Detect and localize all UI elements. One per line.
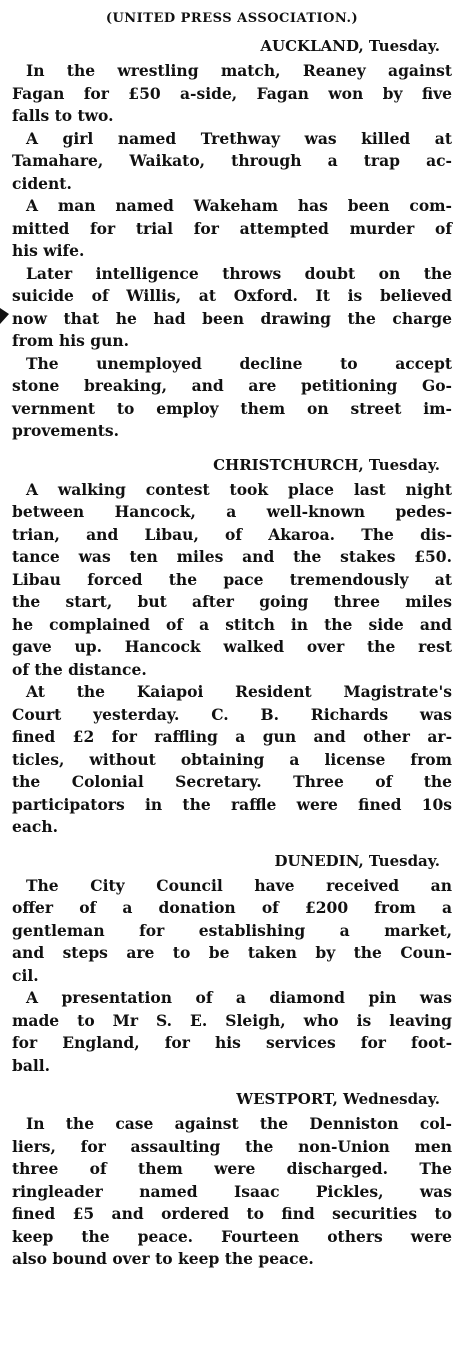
paragraph-line: keep the peace. Fourteen others were [12,1226,452,1246]
news-paragraph [12,479,452,682]
paragraph-line: gentleman for establishing a market, [12,920,452,940]
paragraph-line: three of them were discharged. The [12,1159,452,1178]
paragraph-line: gave up. Hancock walked over the rest [12,637,452,656]
paragraph-line: A presentation of a diamond pin was [26,988,452,1007]
paragraph-line: made to Mr S. E. Sleigh, who is leaving [12,1010,452,1030]
news-paragraph [12,681,452,839]
paragraph-line: between Hancock, a well-known pedes- [12,502,452,521]
paragraph-line: his wife. [12,241,85,260]
paragraph-line: provements. [12,421,120,440]
news-paragraph [12,1113,452,1271]
paragraph-line: offer of a donation of £200 from a [12,898,452,917]
paragraph-line: the start, but after going three miles [12,592,452,611]
paragraph-line: fined £5 and ordered to find securities to [12,1204,452,1223]
paragraph-line: of the distance. [12,659,147,679]
paragraph-line: also bound over to keep the peace. [12,1249,314,1268]
paragraph-line: Later intelligence throws doubt on the [26,263,452,283]
news-paragraph [12,60,452,128]
paragraph-line: each. [12,817,59,836]
paragraph-line: falls to two. [12,106,114,125]
paragraph-line: participators in the raffle were fined 10s [12,794,452,814]
paragraph-line: In the case against the Denniston col- [26,1114,452,1133]
paragraph-line: The City Council have received an [26,875,452,895]
paragraph-line: In the wrestling match, Reaney against [26,61,452,80]
paragraph-line: At the Kaiapoi Resident Magistrate's [26,682,452,701]
news-column [12,6,452,1271]
news-paragraph [12,353,452,443]
paragraph-line: suicide of Willis, at Oxford. It is believed [12,286,452,305]
paragraph-line: Court yesterday. C. B. Richards was [12,704,452,724]
paragraph-line: for England, for his services for foot- [12,1033,452,1052]
paragraph-line: Libau forced the pace tremendously at [12,569,452,589]
paragraph-line: the Colonial Secretary. Three of the [12,772,452,791]
news-paragraph [12,987,452,1077]
paragraph-line: trian, and Libau, of Akaroa. The dis- [12,524,452,544]
paragraph-line: ball. [12,1055,51,1075]
paragraph-line: ticles, without obtaining a license from [12,749,452,769]
dateline: CHRISTCHURCH, Tuesday. [213,455,440,474]
news-sections [12,32,452,1271]
paragraph-line: he complained of a stitch in the side and [12,614,452,634]
paragraph-line: cil. [12,965,39,985]
news-paragraph [12,128,452,196]
paragraph-line: from his gun. [12,331,130,350]
paragraph-line: tance was ten miles and the stakes £50. [12,547,452,566]
paragraph-line: ringleader named Isaac Pickles, was [12,1181,452,1201]
news-paragraph [12,875,452,988]
paragraph-line: now that he had been drawing the charge [12,308,452,328]
paragraph-line: Fagan for £50 a-side, Fagan won by five [12,83,452,103]
agency-header: (UNITED PRESS ASSOCIATION.) [105,11,359,26]
dateline: WESTPORT, Wednesday. [236,1090,440,1108]
paragraph-line: A girl named Trethway was killed at [26,128,452,148]
dateline: DUNEDIN, Tuesday. [274,851,440,870]
dateline: AUCKLAND, Tuesday. [260,37,440,55]
paragraph-line: A man named Wakeham has been com- [26,196,452,215]
paragraph-line: Tamahare, Waikato, through a trap ac- [12,151,452,170]
news-paragraph [12,263,452,353]
paragraph-line: stone breaking, and are petitioning Go- [12,376,452,395]
paragraph-line: fined £2 for raffling a gun and other ar- [12,727,452,746]
paragraph-line: vernment to employ them on street im- [12,398,452,418]
paragraph-line: and steps are to be taken by the Coun- [12,943,452,962]
news-paragraph [12,195,452,263]
paragraph-line: cident. [12,173,72,193]
paragraph-line: liers, for assaulting the non-Union men [12,1136,452,1156]
paragraph-line: The unemployed decline to accept [26,353,452,373]
paragraph-line: mitted for trial for attempted murder of [12,218,452,238]
margin-mark-icon [0,308,9,324]
paragraph-line: A walking contest took place last night [26,479,452,499]
